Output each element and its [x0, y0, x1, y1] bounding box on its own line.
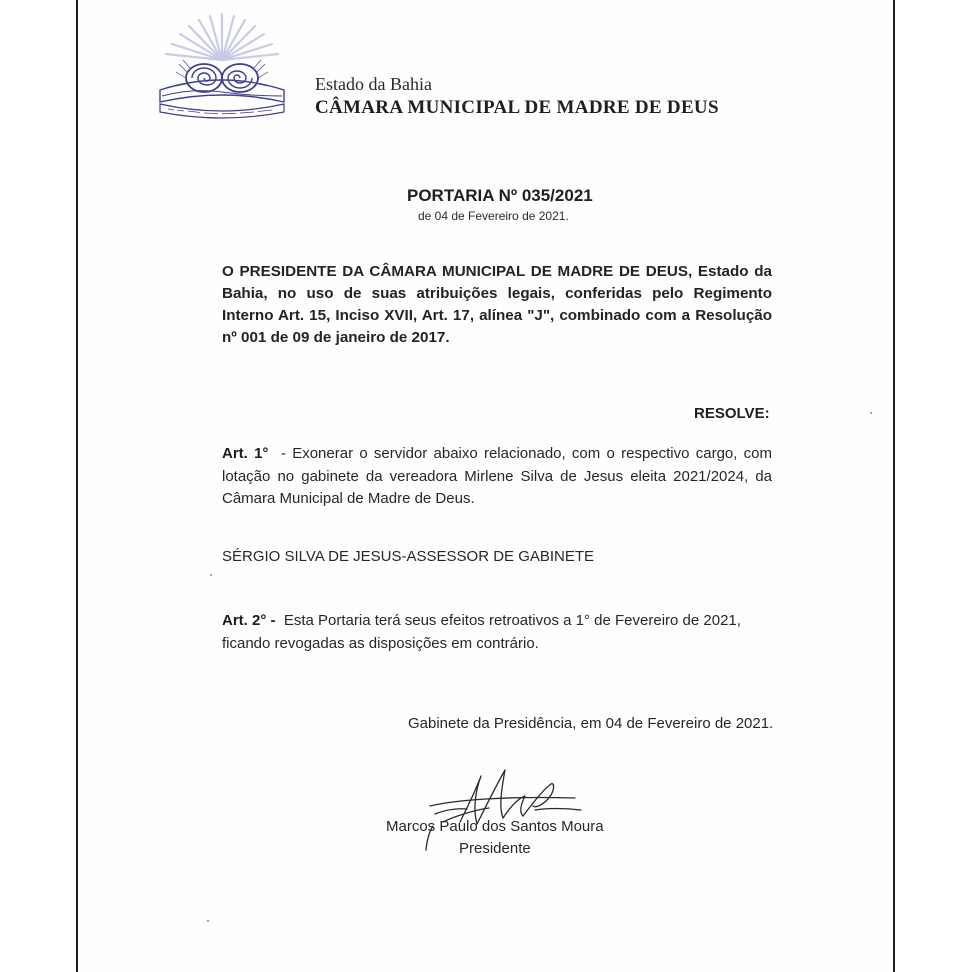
article-1 [222, 443, 772, 511]
chamber-name: CÂMARA MUNICIPAL DE MADRE DE DEUS [315, 97, 719, 118]
article-1-label: Art. 1° [222, 445, 269, 462]
handwritten-signature [415, 762, 595, 862]
article-2-text: Esta Portaria terá seus efeitos retroativos a 1° de Fevereiro de 2021, ficando revogadas as disposições em contrário. [222, 612, 741, 652]
scan-speck [210, 574, 212, 576]
preamble-paragraph: O PRESIDENTE DA CÂMARA MUNICIPAL DE MADRE DE DEUS, Estado da Bahia, no uso de suas atribuições legais, conferidas pelo Regimento Interno Art. 15, Inciso XVII, Art. 17, alínea "J", combinado com a Resolução nº 001 de 09 de janeiro de 2017. [222, 263, 772, 346]
closing-line: Gabinete da Presidência, em 04 de Fevereiro de 2021. [408, 715, 774, 732]
page-border-right [893, 0, 895, 972]
chamber-logo [152, 10, 292, 122]
article-2 [222, 610, 772, 655]
signer-role: Presidente [459, 840, 531, 857]
page-border-left [76, 0, 78, 972]
servant-line: SÉRGIO SILVA DE JESUS-ASSESSOR DE GABINETE [222, 548, 595, 565]
resolve-heading: RESOLVE: [694, 405, 770, 422]
scan-speck [207, 920, 209, 922]
signer-name: Marcos Paulo dos Santos Moura [386, 818, 604, 835]
scan-speck [870, 412, 872, 414]
sun-rays [166, 14, 278, 60]
article-2-label: Art. 2° - [222, 612, 276, 629]
portaria-title: PORTARIA Nº 035/2021 [407, 186, 593, 205]
portaria-date: de 04 de Fevereiro de 2021. [418, 209, 569, 223]
state-name: Estado da Bahia [315, 74, 432, 94]
article-1-text: - Exonerar o servidor abaixo relacionado, com o respectivo cargo, com lotação no gabinete da vereadora Mirlene Silva de Jesus eleita 2021/2024, da Câmara Municipal de Madre de Deus. [222, 445, 773, 507]
waves-shape [160, 80, 284, 102]
